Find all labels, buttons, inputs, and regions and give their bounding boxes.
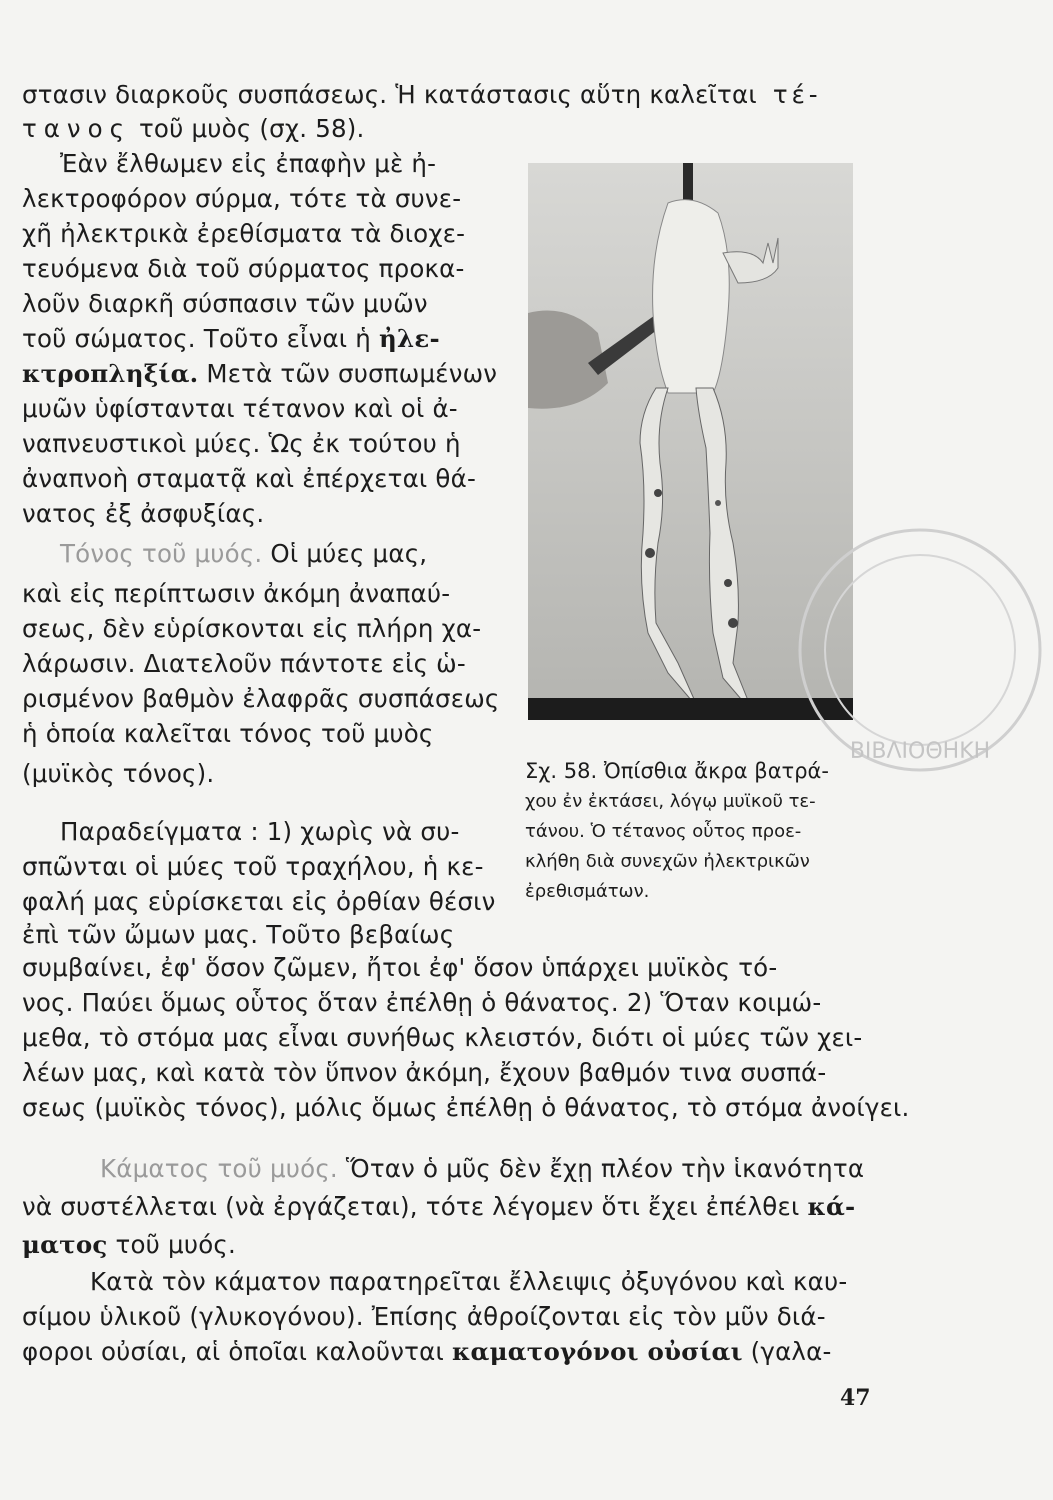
text-line: μυῶν ὑφίστανται τέτανον καὶ οἱ ἀ- [22, 394, 458, 423]
frog-body [653, 200, 730, 393]
text-line: (μυϊκὸς τόνος). [22, 759, 215, 788]
bold-term: κά- [807, 1192, 856, 1221]
text-line [22, 112, 365, 146]
text-line [22, 78, 822, 112]
section-heading: Κάματος τοῦ μυός. [100, 1154, 338, 1183]
figure-caption-line: κλήθη διὰ συνεχῶν ἠλεκτρικῶν [525, 851, 810, 872]
text-line: μεθα, τὸ στόμα μας εἶναι συνήθως κλειστόν, διότι οἱ μύες τῶν χει- [22, 1023, 863, 1052]
text-line: συμβαίνει, ἐφ' ὅσον ζῶμεν, ἤτοι ἐφ' ὅσον ὑπάρχει μυϊκὸς τό- [22, 953, 778, 982]
text-line [60, 537, 427, 571]
text-span: τοῦ σώματος. Τοῦτο εἶναι ἡ [22, 324, 372, 353]
text-span: Μετὰ τῶν συσπωμένων [206, 359, 498, 388]
text-line: Κατὰ τὸν κάματον παρατηρεῖται ἔλλειψις ὀξυγόνου καὶ καυ- [90, 1267, 848, 1296]
text-span: Οἱ μύες μας, [270, 539, 428, 568]
text-span: (γαλα- [750, 1337, 832, 1366]
section-heading: Τόνος τοῦ μυός. [60, 539, 263, 568]
text-line: σπῶνται οἱ μύες τοῦ τραχήλου, ἡ κε- [22, 852, 484, 881]
text-span: στασιν διαρκοῦς συσπάσεως. Ἡ κατάστασις αὕτη καλεῖται [22, 80, 757, 109]
text-line: λέων μας, καὶ κατὰ τὸν ὕπνον ἀκόμη, ἔχουν βαθμόν τινα συσπά- [22, 1058, 827, 1087]
text-line: σίμου ὑλικοῦ (γλυκογόνου). Ἐπίσης ἀθροίζονται εἰς τὸν μῦν διά- [22, 1302, 826, 1331]
text-line: καὶ εἰς περίπτωσιν ἀκόμη ἀναπαύ- [22, 579, 451, 608]
text-span: νὰ συστέλλεται (νὰ ἐργάζεται), τότε λέγομεν ὅτι ἔχει ἐπέλθει [22, 1192, 800, 1221]
figure-caption-line: τάνου. Ὁ τέτανος οὗτος προε- [525, 821, 802, 842]
bold-term: ματος [22, 1230, 108, 1259]
text-span: Ὅταν ὁ μῦς δὲν ἔχῃ πλέον τὴν ἱκανότητα [345, 1154, 865, 1183]
text-line: νος. Παύει ὅμως οὗτος ὅταν ἐπέλθῃ ὁ θάνατος. 2) Ὅταν κοιμώ- [22, 988, 822, 1017]
text-line: ἐπὶ τῶν ὤμων μας. Τοῦτο βεβαίως [22, 920, 455, 949]
library-stamp [770, 500, 1053, 800]
text-line: σεως (μυϊκὸς τόνος), μόλις ὅμως ἐπέλθῃ ὁ θάνατος, τὸ στόμα ἀνοίγει. [22, 1093, 910, 1122]
text-line [22, 357, 497, 391]
bold-term: καματογόνοι οὐσίαι [451, 1337, 743, 1366]
text-span: φοροι οὐσίαι, αἱ ὁποῖαι καλοῦνται [22, 1337, 444, 1366]
frog-spot [728, 618, 738, 628]
text-line [22, 322, 440, 356]
text-line [22, 1335, 832, 1369]
text-line: ἡ ὁποία καλεῖται τόνος τοῦ μυὸς [22, 719, 434, 748]
frog-spot [724, 579, 732, 587]
text-line: σεως, δὲν εὑρίσκονται εἰς πλήρη χα- [22, 614, 482, 643]
text-span: τοῦ μυός. [115, 1230, 236, 1259]
text-line [100, 1152, 864, 1186]
text-line [22, 1228, 236, 1262]
text-line: χῆ ἠλεκτρικὰ ἐρεθίσματα τὰ διοχε- [22, 219, 466, 248]
frog-spot [654, 489, 662, 497]
text-line: λοῦν διαρκῆ σύσπασιν τῶν μυῶν [22, 289, 428, 318]
text-line: ρισμένον βαθμὸν ἐλαφρᾶς συσπάσεως [22, 684, 500, 713]
text-line: τευόμενα διὰ τοῦ σύρματος προκα- [22, 254, 465, 283]
text-line: ἀναπνοὴ σταματᾷ καὶ ἐπέρχεται θά- [22, 464, 476, 493]
text-line: Παραδείγματα : 1) χωρὶς νὰ συ- [60, 817, 460, 846]
bold-term: κτροπληξία. [22, 359, 199, 388]
text-line: λάρωσιν. Διατελοῦν πάντοτε εἰς ὡ- [22, 649, 466, 678]
text-line [22, 1190, 855, 1224]
text-line: λεκτροφόρον σύρμα, τότε τὰ συνε- [22, 184, 462, 213]
bold-term: ἠλε- [379, 324, 440, 353]
stamp-text: ΒΙΒΛΙΟΘΗΚΗ [849, 739, 991, 764]
figure-caption-line: χου ἐν ἐκτάσει, λόγῳ μυϊκοῦ τε- [525, 791, 816, 812]
page-number: 47 [840, 1385, 871, 1411]
text-span: τοῦ μυὸς (σχ. 58). [138, 114, 365, 143]
frog-spot [645, 548, 655, 558]
text-line: ναπνευστικοὶ μύες. Ὡς ἐκ τούτου ἡ [22, 429, 461, 458]
figure-caption-line: ἐρεθισμάτων. [525, 881, 650, 902]
text-span: τέ- [772, 80, 822, 109]
text-line: Ἐὰν ἔλθωμεν εἰς ἐπαφὴν μὲ ἠ- [60, 149, 437, 178]
text-line: νατος ἐξ ἀσφυξίας. [22, 499, 265, 528]
text-span: τανος [22, 114, 131, 143]
figure-caption-line: Σχ. 58. Ὀπίσθια ἄκρα βατρά- [525, 759, 829, 783]
frog-spot [715, 500, 721, 506]
text-line: φαλή μας εὑρίσκεται εἰς ὀρθίαν θέσιν [22, 887, 496, 916]
